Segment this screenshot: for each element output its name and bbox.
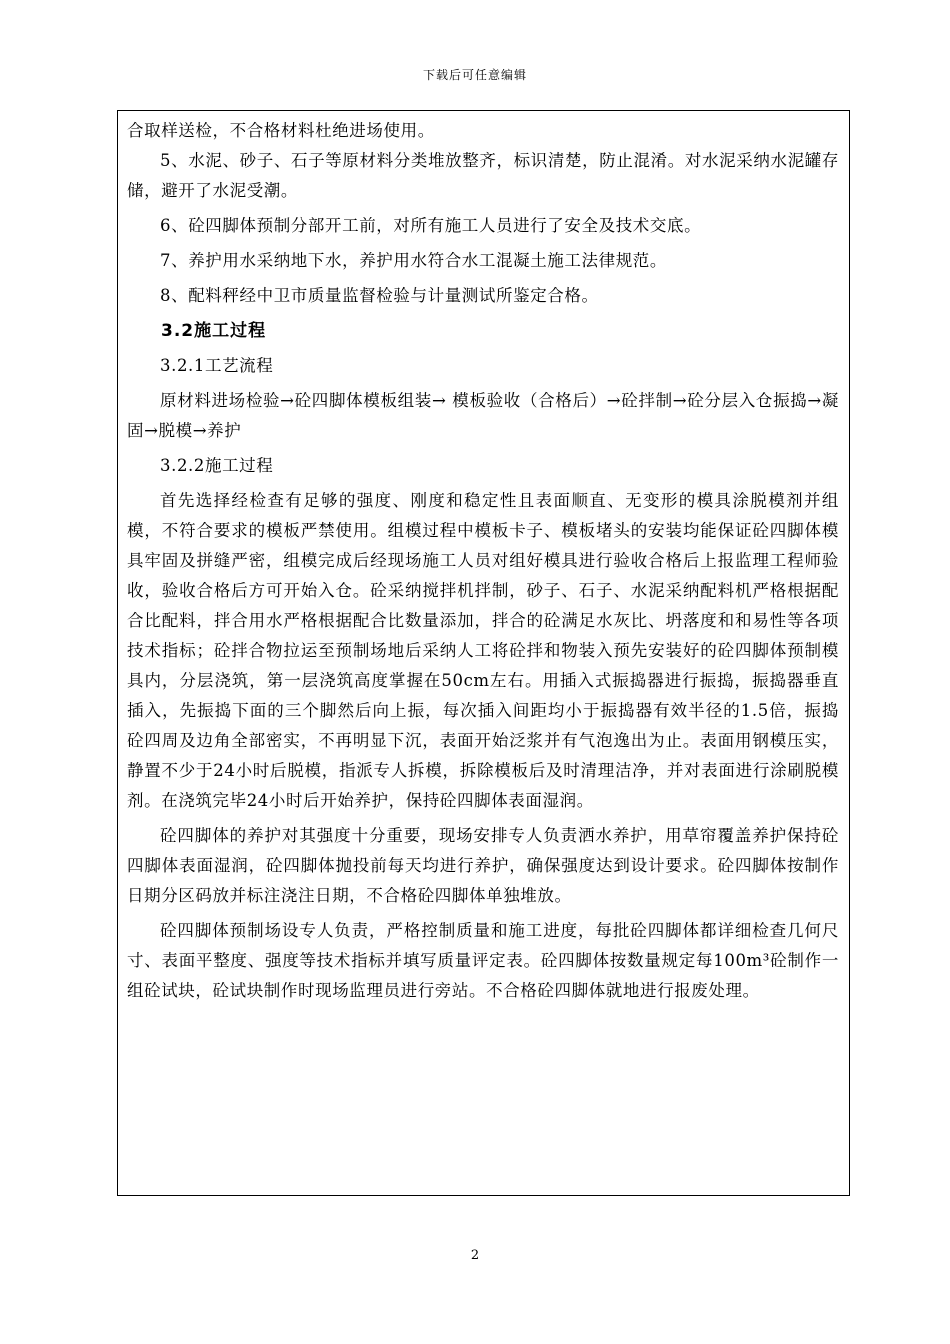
paragraph-item-5: 5、水泥、砂子、石子等原材料分类堆放整齐，标识清楚，防止混淆。对水泥采纳水泥罐存储，避开了水泥受潮。 xyxy=(127,151,839,200)
paragraph-curing: 砼四脚体的养护对其强度十分重要，现场安排专人负责洒水养护，用草帘覆盖养护保持砼四脚体表面湿润，砼四脚体抛投前每天均进行养护，确保强度达到设计要求。砼四脚体按制作日期分区码放并标注浇注日期，不合格砼四脚体单独堆放。 xyxy=(127,826,839,905)
page-number: 2 xyxy=(470,1248,480,1263)
paragraph-construction-details: 首先选择经检查有足够的强度、刚度和稳定性且表面顺直、无变形的模具涂脱模剂并组模，不符合要求的模板严禁使用。组模过程中模板卡子、模板堵头的安装均能保证砼四脚体模具牢固及拼缝严密，组模完成后经现场施工人员对组好模具进行验收合格后上报监理工程师验收，验收合格后方可开始入仓。砼采纳搅拌机拌制，砂子、石子、水泥采纳配料机严格根据配合比配料，拌合用水严格根据配合比数量添加，拌合的砼满足水灰比、坍落度和和易性等各项技术指标；砼拌合物拉运至预制场地后采纳人工将砼拌和物装入预先安装好的砼四脚体预制模具内，分层浇筑，第一层浇筑高度掌握在50cm左右。用插入式振捣器进行振捣，振捣器垂直插入，先振捣下面的三个脚然后向上振，每次插入间距均小于振捣器有效半径的1.5倍，振捣砼四周及边角全部密实，不再明显下沉，表面开始泛浆并有气泡逸出为止。表面用钢模压实，静置不少于24小时后脱模，指派专人拆模，拆除模板后及时清理洁净，并对表面进行涂刷脱模剂。在浇筑完毕24小时后开始养护，保持砼四脚体表面湿润。 xyxy=(127,491,839,810)
paragraph-quality-control: 砼四脚体预制场设专人负责，严格控制质量和施工进度，每批砼四脚体都详细检查几何尺寸、表面平整度、强度等技术指标并填写质量评定表。砼四脚体按数量规定每100m³砼制作一组砼试块，砼试块制作时现场监理员进行旁站。不合格砼四脚体就地进行报废处理。 xyxy=(127,921,839,1000)
page-header: 下载后可任意编辑 xyxy=(422,68,527,82)
paragraph-item-6: 6、砼四脚体预制分部开工前，对所有施工人员进行了安全及技术交底。 xyxy=(160,216,702,235)
paragraph-item-7: 7、养护用水采纳地下水，养护用水符合水工混凝土施工法律规范。 xyxy=(160,251,667,270)
paragraph-item-8: 8、配料秤经中卫市质量监督检验与计量测试所鉴定合格。 xyxy=(160,286,599,305)
subsection-heading-process-flow: 3.2.1工艺流程 xyxy=(160,356,274,375)
document-body xyxy=(127,116,839,1006)
section-heading: 3.2施工过程 xyxy=(161,321,267,341)
paragraph-continuation: 合取样送检，不合格材料杜绝进场使用。 xyxy=(127,121,435,140)
paragraph-process-flow: 原材料进场检验→砼四脚体模板组装→ 模板验收（合格后）→砼拌制→砼分层入仓振捣→凝固→脱模→养护 xyxy=(127,391,839,440)
subsection-heading-construction-process: 3.2.2施工过程 xyxy=(160,456,274,475)
